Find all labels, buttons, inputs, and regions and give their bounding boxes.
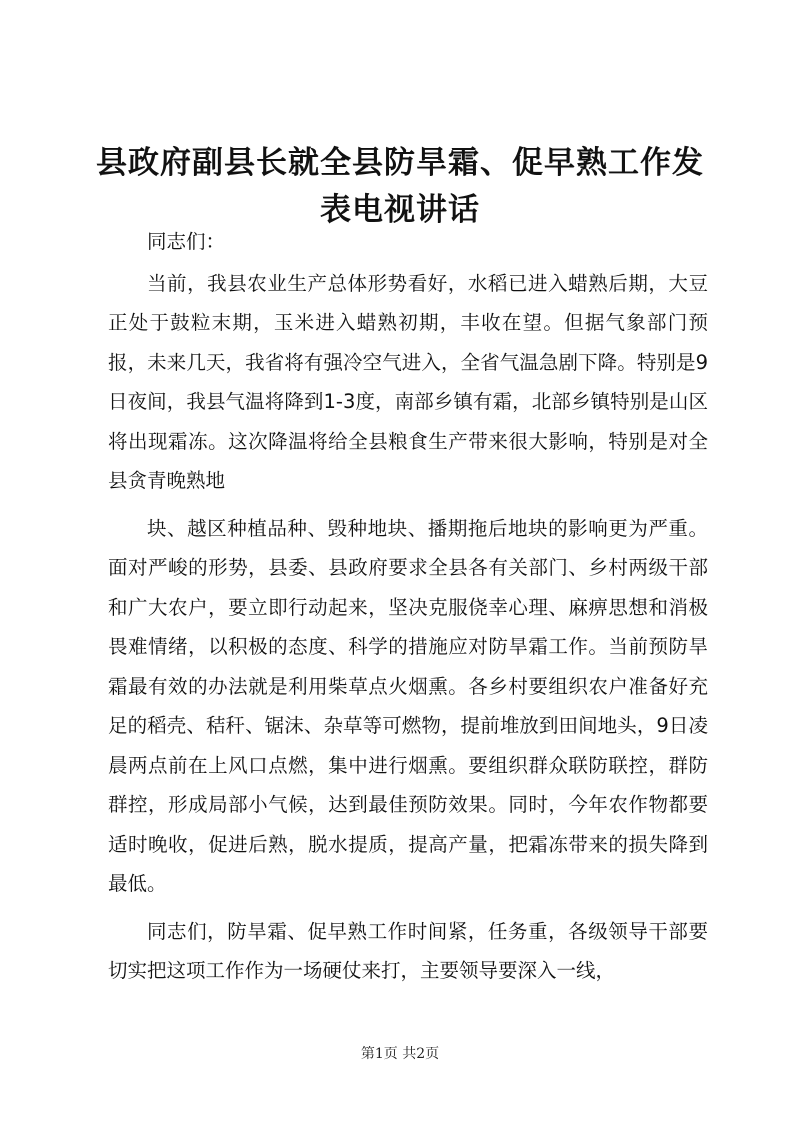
document-body (108, 222, 708, 999)
page-number-label: 第1页 共2页 (360, 1046, 440, 1062)
paragraph-1: 当前，我县农业生产总体形势看好，水稻已进入蜡熟后期，大豆正处于鼓粒末期，玉米进入蜡熟初期，丰收在望。但据气象部门预报，未来几天，我省将有强冷空气进入，全省气温急剧下降。特别是9日夜间，我县气温将降到1-3度，南部乡镇有霜，北部乡镇特别是山区将出现霜冻。这次降温将给全县粮食生产带来很大影响，特别是对全县贪青晚熟地 (108, 271, 708, 492)
document-title: 县政府副县长就全县防旱霜、促早熟工作发表电视讲话 (96, 145, 704, 228)
page-footer (0, 1043, 800, 1063)
greeting: 同志们： (147, 230, 226, 253)
paragraph-3: 同志们，防旱霜、促早熟工作时间紧，任务重，各级领导干部要切实把这项工作作为一场硬仗来打，主要领导要深入一线， (108, 919, 708, 982)
paragraph-2: 块、越区种植品种、毁种地块、播期拖后地块的影响更为严重。面对严峻的形势，县委、县政府要求全县各有关部门、乡村两级干部和广大农户，要立即行动起来，坚决克服侥幸心理、麻痹思想和消极畏难情绪，以积极的态度、科学的措施应对防旱霜工作。当前预防旱霜最有效的办法就是利用柴草点火烟熏。各乡村要组织农户准备好充足的稻壳、秸秆、锯沫、杂草等可燃物，提前堆放到田间地头，9日凌晨两点前在上风口点燃，集中进行烟熏。要组织群众联防联控，群防群控，形成局部小气候，达到最佳预防效果。同时，今年农作物都要适时晚收，促进后熟，脱水提质，提高产量，把霜冻带来的损失降到最低。 (108, 516, 708, 895)
